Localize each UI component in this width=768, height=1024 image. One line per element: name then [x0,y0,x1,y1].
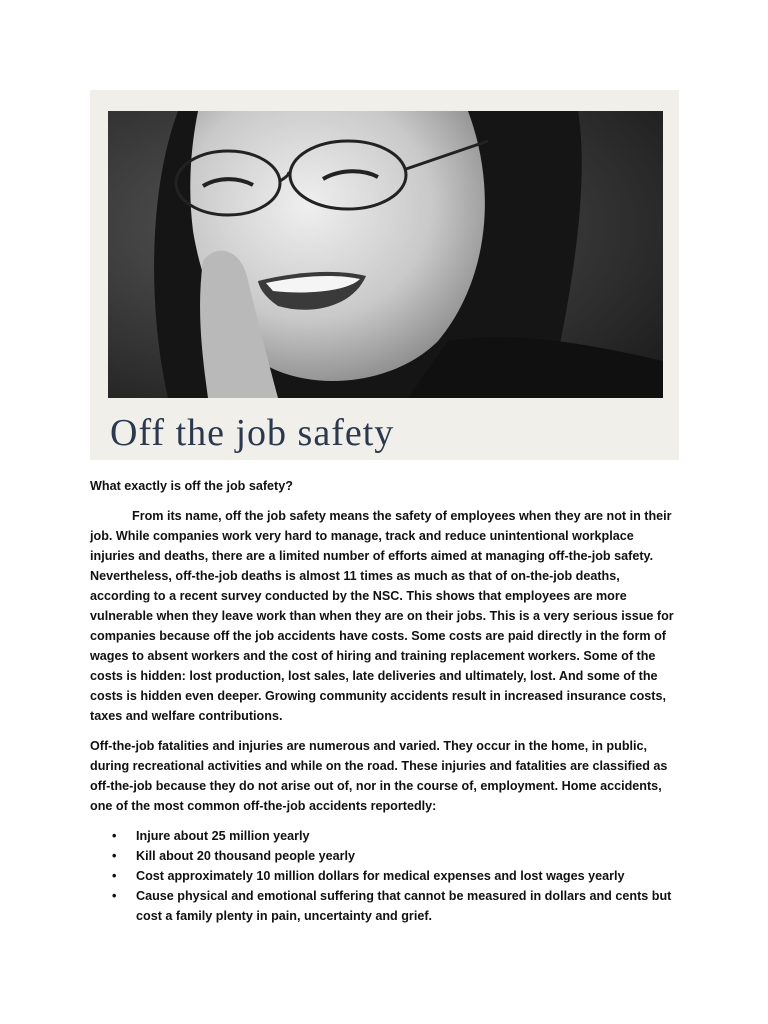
bullet-icon: • [112,869,117,883]
list-item [90,846,682,866]
bullet-list [90,826,682,926]
banner-title: Off the job safety [110,412,395,454]
list-item [90,866,682,886]
article-heading: What exactly is off the job safety? [90,479,293,493]
bullet-icon: • [112,889,117,903]
list-item [90,886,682,926]
banner-photo [108,111,663,398]
article-paragraph-1: From its name, off the job safety means the safety of employees when they are not in their job. While companies work very hard to manage, track and reduce unintentional workplace injuries and deaths, there are a limited number of efforts aimed at managing off-the-job safety. Nevertheless, off-the-job deaths is almost 11 times as much as that of on-the-job deaths, according to a recent survey conducted by the NSC. This shows that employees are more vulnerable when they leave work than when they are on their jobs. This is a very serious issue for companies because off the job accidents have costs. Some costs are paid directly in the form of wages to absent workers and the cost of hiring and training replacement workers. Some of the costs is hidden: lost production, lost sales, late deliveries and ultimately, lost. And some of the costs is hidden even deeper. Growing community accidents result in increased insurance costs, taxes and welfare contributions. [90,509,674,723]
article-paragraph-2: Off-the-job fatalities and injuries are numerous and varied. They occur in the home, in public, during recreational activities and while on the road. These injuries and fatalities are classified as off-the-job because they do not arise out of, nor in the course of, employment. Home accidents, one of the most common off-the-job accidents reportedly: [90,739,668,813]
list-item-text: Kill about 20 thousand people yearly [136,849,356,863]
list-item-text: Injure about 25 million yearly [136,829,310,843]
bullet-icon: • [112,849,117,863]
article-body [90,476,682,926]
list-item [90,826,682,846]
list-item-text: Cost approximately 10 million dollars for medical expenses and lost wages yearly [136,869,625,883]
bullet-icon: • [112,829,117,843]
list-item-text: Cause physical and emotional suffering that cannot be measured in dollars and cents but cost a family plenty in pain, uncertainty and grief. [136,889,672,923]
